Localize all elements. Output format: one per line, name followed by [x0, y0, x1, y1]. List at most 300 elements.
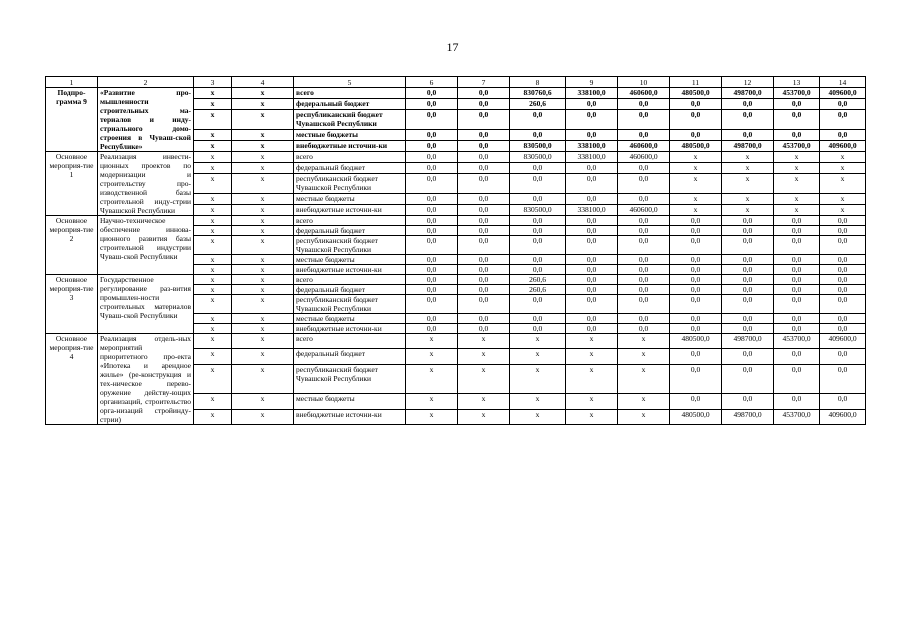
amount-cell: 0,0 [618, 295, 670, 314]
amount-cell: 0,0 [406, 314, 458, 324]
amount-cell: 0,0 [820, 216, 866, 226]
amount-cell: 0,0 [722, 98, 774, 109]
amount-cell: 0,0 [618, 285, 670, 295]
amount-cell: 0,0 [820, 255, 866, 265]
amount-cell: 0,0 [774, 295, 820, 314]
funding-source-cell: местные бюджеты [294, 194, 406, 205]
amount-cell: 0,0 [722, 394, 774, 409]
program-code-cell: Основное мероприя-тие 4 [46, 334, 98, 425]
amount-cell: 0,0 [670, 265, 722, 275]
funding-source-cell: внебюджетные источни-ки [294, 324, 406, 334]
code-cell: x [232, 173, 294, 194]
code-cell: x [232, 109, 294, 130]
amount-cell: 0,0 [458, 226, 510, 236]
amount-cell: x [618, 334, 670, 349]
amount-cell: 0,0 [820, 324, 866, 334]
amount-cell: 0,0 [670, 349, 722, 364]
amount-cell: 0,0 [820, 285, 866, 295]
amount-cell: 0,0 [406, 285, 458, 295]
amount-cell: 0,0 [722, 295, 774, 314]
amount-cell: 0,0 [722, 324, 774, 334]
amount-cell: 0,0 [406, 98, 458, 109]
amount-cell: 0,0 [774, 255, 820, 265]
amount-cell: 830500,0 [510, 152, 566, 163]
amount-cell: 480500,0 [670, 334, 722, 349]
program-description-cell: Реализация отдель-ных мероприятий приоритетного про-екта «Ипотека и арендное жилье» (ре-конструкция и тех-ническое перево-оружение действу-ющих организаций, строительство орга-низаций стройинду-стрии) [98, 334, 194, 425]
code-cell: x [232, 364, 294, 393]
amount-cell: x [722, 162, 774, 173]
funding-source-cell: федеральный бюджет [294, 162, 406, 173]
amount-cell: 0,0 [458, 324, 510, 334]
code-cell: x [194, 285, 232, 295]
program-description-cell: Государственное регулирование раз-вития промышлен-ности строительных материалов Чуваш-ской Республики [98, 275, 194, 334]
table-row [46, 88, 866, 99]
amount-cell: 0,0 [406, 162, 458, 173]
amount-cell: x [618, 409, 670, 424]
amount-cell: 0,0 [510, 130, 566, 141]
code-cell: x [194, 295, 232, 314]
funding-source-cell: всего [294, 334, 406, 349]
amount-cell: 0,0 [458, 216, 510, 226]
amount-cell: x [510, 394, 566, 409]
column-header: 4 [232, 77, 294, 88]
amount-cell: 0,0 [566, 275, 618, 285]
funding-source-cell: внебюджетные источни-ки [294, 265, 406, 275]
amount-cell: 0,0 [458, 285, 510, 295]
amount-cell: x [406, 349, 458, 364]
amount-cell: 0,0 [820, 394, 866, 409]
amount-cell: x [566, 394, 618, 409]
program-code-cell: Основное мероприя-тие 1 [46, 152, 98, 216]
amount-cell: x [722, 194, 774, 205]
program-code-cell: Подпро-грамма 9 [46, 88, 98, 152]
amount-cell: 453700,0 [774, 409, 820, 424]
amount-cell: 0,0 [566, 236, 618, 255]
amount-cell: 0,0 [618, 98, 670, 109]
code-cell: x [194, 255, 232, 265]
amount-cell: 0,0 [566, 265, 618, 275]
funding-source-cell: местные бюджеты [294, 394, 406, 409]
amount-cell: x [510, 334, 566, 349]
amount-cell: x [670, 152, 722, 163]
funding-source-cell: всего [294, 275, 406, 285]
amount-cell: 830500,0 [510, 141, 566, 152]
funding-source-cell: внебюджетные источни-ки [294, 409, 406, 424]
amount-cell: 0,0 [722, 226, 774, 236]
amount-cell: 0,0 [722, 109, 774, 130]
code-cell: x [232, 226, 294, 236]
code-cell: x [194, 324, 232, 334]
amount-cell: 0,0 [458, 236, 510, 255]
amount-cell: 0,0 [458, 130, 510, 141]
amount-cell: 0,0 [820, 109, 866, 130]
code-cell: x [232, 324, 294, 334]
column-header: 2 [98, 77, 194, 88]
code-cell: x [194, 394, 232, 409]
column-header: 9 [566, 77, 618, 88]
amount-cell: 0,0 [618, 216, 670, 226]
code-cell: x [194, 334, 232, 349]
funding-source-cell: республиканский бюджет Чувашской Республики [294, 236, 406, 255]
funding-source-cell: внебюджетные источни-ки [294, 141, 406, 152]
amount-cell: 0,0 [406, 173, 458, 194]
amount-cell: 0,0 [566, 255, 618, 265]
amount-cell: 830760,6 [510, 88, 566, 99]
amount-cell: 0,0 [722, 265, 774, 275]
amount-cell: x [406, 364, 458, 393]
code-cell: x [232, 141, 294, 152]
amount-cell: 0,0 [820, 349, 866, 364]
table-row [46, 334, 866, 349]
funding-source-cell: всего [294, 216, 406, 226]
amount-cell: x [458, 349, 510, 364]
amount-cell: 0,0 [670, 109, 722, 130]
amount-cell: 453700,0 [774, 334, 820, 349]
table-body [46, 88, 866, 425]
amount-cell: x [510, 364, 566, 393]
amount-cell: 0,0 [458, 265, 510, 275]
table-row [46, 216, 866, 226]
column-header: 12 [722, 77, 774, 88]
amount-cell: 0,0 [406, 88, 458, 99]
amount-cell: 0,0 [458, 194, 510, 205]
amount-cell: 498700,0 [722, 409, 774, 424]
table-row [46, 275, 866, 285]
code-cell: x [194, 265, 232, 275]
amount-cell: 0,0 [566, 109, 618, 130]
program-code-cell: Основное мероприя-тие 3 [46, 275, 98, 334]
amount-cell: 0,0 [670, 98, 722, 109]
amount-cell: 0,0 [406, 216, 458, 226]
code-cell: x [194, 173, 232, 194]
amount-cell: 0,0 [820, 98, 866, 109]
code-cell: x [232, 236, 294, 255]
amount-cell: 0,0 [618, 162, 670, 173]
amount-cell: x [566, 409, 618, 424]
amount-cell: 0,0 [458, 162, 510, 173]
column-header: 13 [774, 77, 820, 88]
code-cell: x [232, 194, 294, 205]
code-cell: x [232, 275, 294, 285]
amount-cell: x [458, 364, 510, 393]
amount-cell: 0,0 [406, 255, 458, 265]
amount-cell: 0,0 [670, 275, 722, 285]
amount-cell: 0,0 [820, 364, 866, 393]
code-cell: x [194, 152, 232, 163]
amount-cell: 0,0 [670, 324, 722, 334]
amount-cell: x [510, 349, 566, 364]
amount-cell: x [670, 162, 722, 173]
amount-cell: x [722, 205, 774, 216]
amount-cell: 498700,0 [722, 141, 774, 152]
column-header: 14 [820, 77, 866, 88]
program-description-cell: «Развитие про-мышленности строительных ма-териалов и инду-стриального домо-строения в Чуваш-ской Республике» [98, 88, 194, 152]
funding-source-cell: всего [294, 152, 406, 163]
amount-cell: 0,0 [722, 285, 774, 295]
code-cell: x [194, 364, 232, 393]
amount-cell: 0,0 [820, 295, 866, 314]
amount-cell: 453700,0 [774, 141, 820, 152]
amount-cell: 0,0 [722, 130, 774, 141]
amount-cell: 0,0 [406, 205, 458, 216]
amount-cell: 338100,0 [566, 141, 618, 152]
amount-cell: 0,0 [670, 394, 722, 409]
amount-cell: 0,0 [566, 216, 618, 226]
amount-cell: 453700,0 [774, 88, 820, 99]
amount-cell: x [406, 394, 458, 409]
amount-cell: 0,0 [566, 173, 618, 194]
amount-cell: 0,0 [774, 364, 820, 393]
code-cell: x [194, 141, 232, 152]
code-cell: x [232, 265, 294, 275]
amount-cell: 0,0 [510, 173, 566, 194]
amount-cell: 0,0 [618, 265, 670, 275]
amount-cell: 260,6 [510, 98, 566, 109]
column-header-row [46, 77, 866, 88]
amount-cell: 0,0 [406, 275, 458, 285]
column-header: 8 [510, 77, 566, 88]
amount-cell: 0,0 [566, 324, 618, 334]
program-description-cell: Реализация инвести-ционных проектов по модернизации и строительству про-изводственной базы строительной инду-стрии Чувашской Республики [98, 152, 194, 216]
amount-cell: 0,0 [820, 314, 866, 324]
amount-cell: 0,0 [618, 324, 670, 334]
amount-cell: 0,0 [566, 295, 618, 314]
amount-cell: 480500,0 [670, 409, 722, 424]
code-cell: x [232, 334, 294, 349]
amount-cell: 0,0 [458, 173, 510, 194]
amount-cell: 0,0 [670, 314, 722, 324]
amount-cell: 0,0 [458, 152, 510, 163]
amount-cell: 338100,0 [566, 205, 618, 216]
budget-table [45, 76, 866, 425]
amount-cell: x [774, 162, 820, 173]
amount-cell: 0,0 [406, 265, 458, 275]
code-cell: x [194, 162, 232, 173]
amount-cell: x [820, 194, 866, 205]
program-code-cell: Основное мероприя-тие 2 [46, 216, 98, 275]
amount-cell: x [406, 409, 458, 424]
amount-cell: x [510, 409, 566, 424]
amount-cell: 460600,0 [618, 88, 670, 99]
amount-cell: 0,0 [458, 141, 510, 152]
amount-cell: 260,6 [510, 285, 566, 295]
code-cell: x [232, 295, 294, 314]
amount-cell: x [774, 194, 820, 205]
amount-cell: 460600,0 [618, 141, 670, 152]
amount-cell: 480500,0 [670, 88, 722, 99]
amount-cell: 0,0 [510, 226, 566, 236]
code-cell: x [194, 130, 232, 141]
column-header: 6 [406, 77, 458, 88]
amount-cell: 0,0 [774, 314, 820, 324]
amount-cell: 0,0 [670, 255, 722, 265]
amount-cell: 0,0 [722, 275, 774, 285]
amount-cell: 0,0 [510, 162, 566, 173]
amount-cell: 0,0 [722, 255, 774, 265]
amount-cell: x [566, 364, 618, 393]
amount-cell: 0,0 [774, 130, 820, 141]
amount-cell: 0,0 [566, 226, 618, 236]
amount-cell: 260,6 [510, 275, 566, 285]
amount-cell: 0,0 [670, 285, 722, 295]
code-cell: x [194, 205, 232, 216]
code-cell: x [232, 216, 294, 226]
amount-cell: 409600,0 [820, 141, 866, 152]
code-cell: x [194, 314, 232, 324]
amount-cell: 409600,0 [820, 88, 866, 99]
amount-cell: x [722, 173, 774, 194]
amount-cell: x [618, 394, 670, 409]
code-cell: x [232, 152, 294, 163]
amount-cell: 338100,0 [566, 152, 618, 163]
code-cell: x [232, 394, 294, 409]
amount-cell: 0,0 [458, 205, 510, 216]
amount-cell: 0,0 [406, 130, 458, 141]
amount-cell: x [722, 152, 774, 163]
amount-cell: 0,0 [618, 255, 670, 265]
amount-cell: x [670, 194, 722, 205]
code-cell: x [194, 275, 232, 285]
amount-cell: 480500,0 [670, 141, 722, 152]
column-header: 5 [294, 77, 406, 88]
funding-source-cell: федеральный бюджет [294, 349, 406, 364]
amount-cell: 0,0 [458, 88, 510, 99]
amount-cell: 0,0 [774, 236, 820, 255]
amount-cell: 0,0 [774, 324, 820, 334]
amount-cell: 0,0 [722, 314, 774, 324]
amount-cell: 460600,0 [618, 152, 670, 163]
amount-cell: 0,0 [820, 265, 866, 275]
program-description-cell: Научно-техническое обеспечение иннова-ционного развития базы строительной индустрии Чуваш-ской Республики [98, 216, 194, 275]
column-header: 3 [194, 77, 232, 88]
amount-cell: 460600,0 [618, 205, 670, 216]
amount-cell: 0,0 [722, 236, 774, 255]
amount-cell: 0,0 [406, 194, 458, 205]
amount-cell: x [670, 205, 722, 216]
amount-cell: 0,0 [618, 173, 670, 194]
amount-cell: 0,0 [458, 255, 510, 265]
amount-cell: x [820, 162, 866, 173]
column-header: 1 [46, 77, 98, 88]
amount-cell: 0,0 [406, 109, 458, 130]
amount-cell: x [458, 394, 510, 409]
amount-cell: 0,0 [566, 98, 618, 109]
amount-cell: 0,0 [670, 130, 722, 141]
funding-source-cell: всего [294, 88, 406, 99]
amount-cell: x [774, 205, 820, 216]
code-cell: x [194, 349, 232, 364]
amount-cell: 0,0 [618, 226, 670, 236]
amount-cell: x [820, 152, 866, 163]
code-cell: x [194, 109, 232, 130]
amount-cell: 0,0 [618, 130, 670, 141]
code-cell: x [194, 409, 232, 424]
amount-cell: x [820, 173, 866, 194]
amount-cell: x [774, 152, 820, 163]
amount-cell: 0,0 [510, 295, 566, 314]
amount-cell: 0,0 [406, 295, 458, 314]
amount-cell: 0,0 [406, 324, 458, 334]
amount-cell: x [458, 409, 510, 424]
amount-cell: 0,0 [618, 236, 670, 255]
amount-cell: 0,0 [774, 98, 820, 109]
amount-cell: 0,0 [670, 216, 722, 226]
code-cell: x [232, 285, 294, 295]
amount-cell: 0,0 [618, 314, 670, 324]
table-row [46, 152, 866, 163]
amount-cell: 0,0 [510, 265, 566, 275]
amount-cell: x [406, 334, 458, 349]
amount-cell: 0,0 [406, 226, 458, 236]
code-cell: x [194, 88, 232, 99]
funding-source-cell: местные бюджеты [294, 130, 406, 141]
amount-cell: 0,0 [670, 226, 722, 236]
amount-cell: 338100,0 [566, 88, 618, 99]
amount-cell: 0,0 [458, 314, 510, 324]
amount-cell: 0,0 [774, 265, 820, 275]
amount-cell: 0,0 [774, 285, 820, 295]
amount-cell: 0,0 [510, 109, 566, 130]
column-header: 11 [670, 77, 722, 88]
amount-cell: 0,0 [774, 394, 820, 409]
amount-cell: x [820, 205, 866, 216]
amount-cell: 0,0 [566, 314, 618, 324]
code-cell: x [232, 255, 294, 265]
amount-cell: 409600,0 [820, 334, 866, 349]
funding-source-cell: внебюджетные источни-ки [294, 205, 406, 216]
amount-cell: 0,0 [406, 236, 458, 255]
amount-cell: 498700,0 [722, 88, 774, 99]
amount-cell: 0,0 [774, 349, 820, 364]
amount-cell: 0,0 [406, 141, 458, 152]
funding-source-cell: местные бюджеты [294, 255, 406, 265]
amount-cell: 0,0 [774, 226, 820, 236]
amount-cell: x [458, 334, 510, 349]
amount-cell: 0,0 [618, 194, 670, 205]
amount-cell: 0,0 [406, 152, 458, 163]
amount-cell: 0,0 [618, 109, 670, 130]
amount-cell: x [618, 349, 670, 364]
amount-cell: 0,0 [566, 285, 618, 295]
amount-cell: 0,0 [820, 130, 866, 141]
funding-source-cell: федеральный бюджет [294, 285, 406, 295]
amount-cell: x [670, 173, 722, 194]
amount-cell: 0,0 [618, 275, 670, 285]
amount-cell: 0,0 [820, 226, 866, 236]
code-cell: x [232, 205, 294, 216]
amount-cell: 409600,0 [820, 409, 866, 424]
code-cell: x [194, 226, 232, 236]
amount-cell: 0,0 [510, 194, 566, 205]
amount-cell: 0,0 [774, 275, 820, 285]
code-cell: x [232, 349, 294, 364]
amount-cell: 0,0 [458, 98, 510, 109]
amount-cell: 0,0 [670, 364, 722, 393]
funding-source-cell: федеральный бюджет [294, 226, 406, 236]
amount-cell: 0,0 [458, 295, 510, 314]
code-cell: x [232, 88, 294, 99]
amount-cell: 498700,0 [722, 334, 774, 349]
amount-cell: 0,0 [510, 236, 566, 255]
amount-cell: 0,0 [722, 216, 774, 226]
code-cell: x [194, 194, 232, 205]
column-header: 10 [618, 77, 670, 88]
amount-cell: 0,0 [510, 324, 566, 334]
column-header: 7 [458, 77, 510, 88]
code-cell: x [232, 130, 294, 141]
funding-source-cell: республиканский бюджет Чувашской Республики [294, 109, 406, 130]
amount-cell: 0,0 [510, 255, 566, 265]
